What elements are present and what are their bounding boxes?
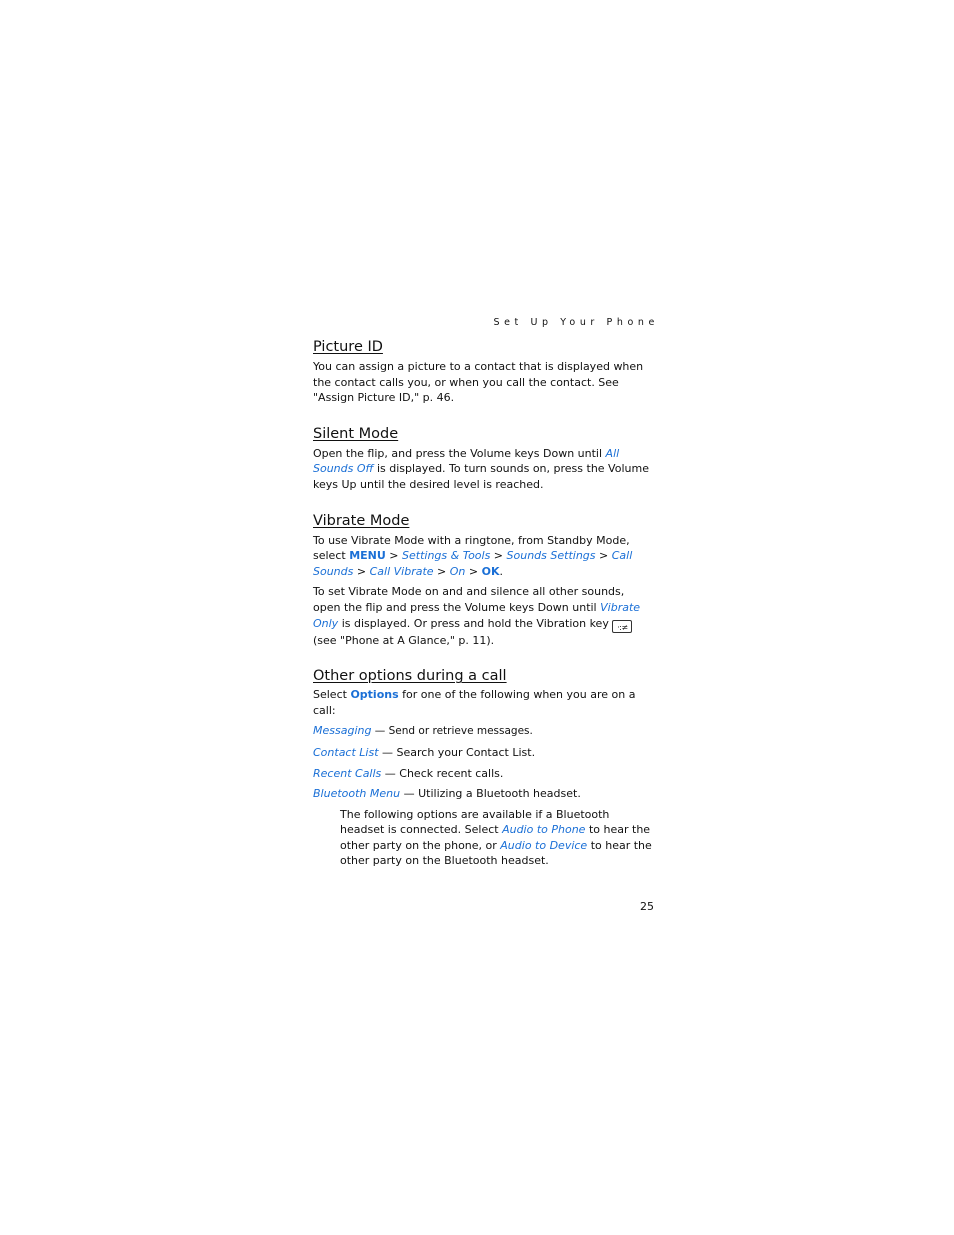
vibrate-text-c: (see "Phone at A Glance," p. 11).	[313, 633, 495, 647]
messaging-desc: — Send or retrieve messages.	[371, 725, 533, 738]
vibrate-mode-text-a: To use Vibrate Mode with a ringtone, from Standby Mode, select	[313, 533, 630, 563]
list-item	[313, 745, 655, 761]
path-separator: >	[353, 564, 370, 578]
vibrate-mode-body	[313, 584, 655, 648]
silent-mode-body	[313, 446, 655, 493]
section-title-silent-mode: Silent Mode	[313, 425, 399, 442]
audio-to-phone-link: Audio to Phone	[502, 823, 586, 837]
settings-tools-link: Settings & Tools	[402, 549, 491, 563]
bluetooth-menu-desc: — Utilizing a Bluetooth headset.	[400, 787, 581, 801]
contact-list-link: Contact List	[313, 745, 379, 759]
picture-id-body: You can assign a picture to a contact that is displayed when the contact calls you, or when you call the contact. See "Assign Picture ID," p. 46.	[313, 360, 644, 405]
list-item	[313, 766, 655, 782]
vibration-key-icon: ·:≠	[612, 620, 632, 633]
path-separator: >	[490, 549, 507, 563]
section-title-vibrate-mode: Vibrate Mode	[313, 512, 410, 529]
silent-mode-text-b: is displayed. To turn sounds on, press the Volume keys Up until the desired level is reached.	[313, 462, 649, 491]
running-head: Set Up Your Phone	[493, 317, 659, 328]
contact-list-desc: — Search your Contact List.	[378, 745, 536, 759]
recent-calls-desc: — Check recent calls.	[381, 766, 504, 780]
on-link: On	[449, 564, 466, 578]
menu-keyword: MENU	[349, 549, 386, 563]
path-separator: >	[595, 549, 612, 563]
intro-text-a: Select	[313, 688, 351, 702]
path-separator: >	[433, 564, 450, 578]
call-vibrate-link: Call Vibrate	[369, 564, 434, 578]
bluetooth-menu-link: Bluetooth Menu	[313, 787, 401, 801]
bt-text-c: to hear the other party on the Bluetooth headset.	[340, 838, 652, 868]
sounds-settings-link: Sounds Settings	[506, 549, 596, 563]
section-title-other-options: Other options during a call	[313, 668, 507, 685]
bluetooth-options-body	[313, 807, 655, 869]
path-separator: >	[385, 549, 403, 563]
recent-calls-link: Recent Calls	[313, 766, 382, 780]
call-sounds-link: Call Sounds	[313, 549, 633, 578]
page-content	[313, 316, 659, 869]
ok-keyword: OK	[481, 564, 500, 578]
messaging-link: Messaging	[313, 724, 372, 738]
audio-to-device-link: Audio to Device	[500, 838, 588, 852]
vibrate-only-link: Vibrate Only	[313, 600, 641, 630]
silent-mode-text-a: Open the flip, and press the Volume keys Down until	[313, 446, 606, 460]
path-separator: >	[465, 564, 482, 578]
intro-text-b: for one of the following when you are on a call:	[313, 688, 636, 717]
other-options-intro	[313, 687, 655, 718]
bt-text-b: to hear the other party on the phone, or	[340, 823, 651, 852]
path-end: .	[499, 564, 503, 578]
list-item	[313, 723, 655, 740]
bt-text-a: The following options are available if a Bluetooth headset is connected. Select	[340, 807, 610, 837]
vibrate-text-a: To set Vibrate Mode on and and silence all other sounds, open the flip and press the Volume keys Down until	[313, 585, 625, 614]
options-keyword: Options	[350, 688, 399, 702]
section-title-picture-id: Picture ID	[313, 339, 383, 355]
all-sounds-off-link: All Sounds Off	[313, 446, 620, 476]
vibrate-text-b: is displayed. Or press and hold the Vibration key	[338, 616, 613, 630]
vibrate-mode-path	[313, 533, 655, 580]
list-item	[313, 786, 655, 802]
page-number: 25	[640, 900, 654, 913]
